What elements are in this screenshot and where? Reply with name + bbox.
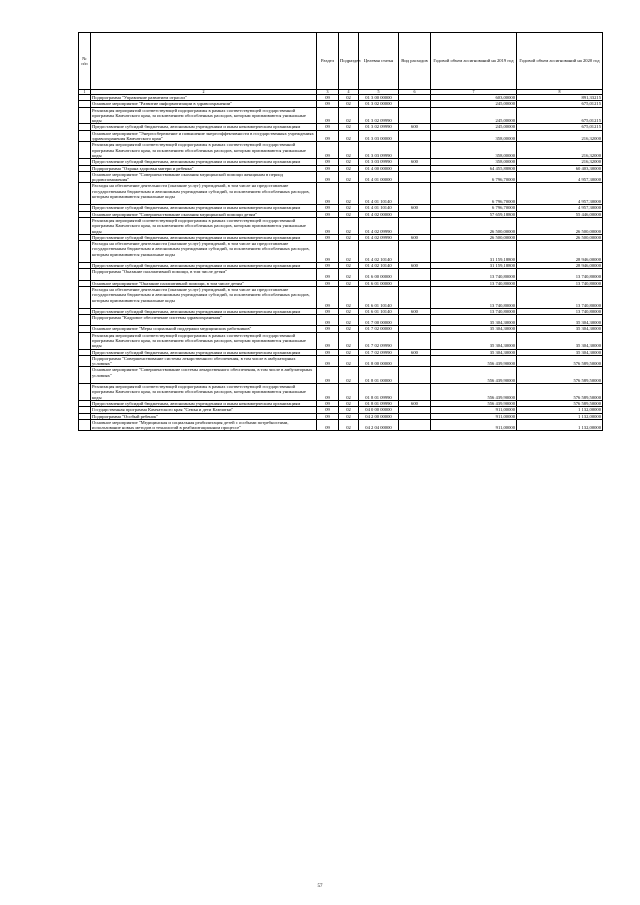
target-article-cell: 01 4 01 00000 (359, 171, 399, 183)
amount-2020-cell: 216,32000 (517, 130, 603, 142)
amount-2020-cell: 26 500,00000 (517, 217, 603, 234)
target-article-cell: 01 3 03 09990 (359, 159, 399, 165)
podrazdel-cell: 02 (339, 308, 359, 314)
podrazdel-cell: 02 (339, 241, 359, 263)
podrazdel-cell: 02 (339, 407, 359, 413)
amount-2020-cell: 35 304,30000 (517, 315, 603, 326)
row-name-cell: Основное мероприятие "Совершенствование оказания медицинской помощи женщинам в период родовспоможения" (91, 171, 317, 183)
row-name-cell: Реализация мероприятий соответствующей подпрограммы в рамках соответствующей государственной программы Камчатского края, за исключением обособленных расходов, которым присваиваются уникальные коды (91, 107, 317, 124)
row-name-cell: Подпрограмма "Совершенствование системы лекарственного обеспечения, в том числе в амбулаторных условиях" (91, 355, 317, 367)
expense-type-cell (399, 384, 431, 401)
podrazdel-cell: 02 (339, 286, 359, 308)
row-name-cell: Основное мероприятие "Медицинская и социальная реабилитация детей с особыми потребностями, использование новых методов и технологий в реабилитационном процессе" (91, 419, 317, 431)
header-expense-type: Вид расходов (399, 33, 431, 90)
razdel-cell: 09 (317, 355, 339, 367)
expense-type-cell (399, 142, 431, 159)
amount-2020-cell: 216,32000 (517, 159, 603, 165)
razdel-cell: 09 (317, 349, 339, 355)
podrazdel-cell: 02 (339, 400, 359, 406)
target-article-cell: 01 3 00 00000 (359, 95, 399, 101)
table-row (79, 315, 603, 326)
row-name-cell: Предоставление субсидий бюджетным, автономным учреждениям и иным некоммерческим организациям (91, 234, 317, 240)
row-name-cell: Предоставление субсидий бюджетным, автономным учреждениям и иным некоммерческим организациям (91, 205, 317, 211)
expense-type-cell: 600 (399, 159, 431, 165)
expense-type-cell (399, 130, 431, 142)
amount-2019-cell: 35 304,30000 (431, 349, 517, 355)
razdel-cell: 09 (317, 413, 339, 419)
razdel-cell: 09 (317, 280, 339, 286)
row-name-cell: Реализация мероприятий соответствующей подпрограммы в рамках соответствующей государственной программы Камчатского края, за исключением обособленных расходов, которым присваиваются уникальные коды (91, 384, 317, 401)
header-amount-2019: Годовой объем ассигнований на 2019 год (431, 33, 517, 90)
row-number-cell (79, 269, 91, 280)
amount-2019-cell: 26 500,00000 (431, 217, 517, 234)
table-row (79, 355, 603, 367)
header-name (91, 33, 317, 90)
column-number: 5 (359, 90, 399, 95)
amount-2019-cell: 358,00000 (431, 142, 517, 159)
podrazdel-cell: 02 (339, 413, 359, 419)
expense-type-cell: 600 (399, 308, 431, 314)
amount-2019-cell: 6 796,70000 (431, 171, 517, 183)
amount-2019-cell: 13 740,80000 (431, 286, 517, 308)
amount-2019-cell: 358,00000 (431, 159, 517, 165)
amount-2020-cell: 675,01215 (517, 107, 603, 124)
amount-2019-cell: 358,00000 (431, 130, 517, 142)
amount-2019-cell: 911,00000 (431, 413, 517, 419)
expense-type-cell: 600 (399, 263, 431, 269)
target-article-cell: 01 3 03 09990 (359, 142, 399, 159)
table-row (79, 183, 603, 205)
target-article-cell: 01 3 02 00000 (359, 101, 399, 107)
amount-2019-cell: 31 159,18800 (431, 263, 517, 269)
amount-2020-cell: 13 740,80000 (517, 280, 603, 286)
amount-2020-cell: 60 403,30000 (517, 165, 603, 171)
expense-type-cell (399, 332, 431, 349)
target-article-cell: 01 4 02 10140 (359, 263, 399, 269)
row-name-cell: Основное мероприятие "Совершенствование системы лекарственного обеспечения, в том числе в амбулаторных условиях" (91, 367, 317, 384)
target-article-cell: 01 8 01 00000 (359, 367, 399, 384)
amount-2019-cell: 556 439,90000 (431, 384, 517, 401)
target-article-cell: 01 7 02 00000 (359, 326, 399, 332)
amount-2019-cell: 603,00000 (431, 95, 517, 101)
podrazdel-cell: 02 (339, 183, 359, 205)
target-article-cell: 01 4 01 10140 (359, 205, 399, 211)
amount-2019-cell: 6 796,70000 (431, 183, 517, 205)
amount-2020-cell: 576 589,50000 (517, 400, 603, 406)
table-row (79, 217, 603, 234)
row-name-cell: Подпрограмма "Оказание паллиативной помощи, в том числе детям" (91, 269, 317, 280)
row-number-cell (79, 355, 91, 367)
podrazdel-cell: 02 (339, 130, 359, 142)
podrazdel-cell: 02 (339, 315, 359, 326)
row-name-cell: Предоставление субсидий бюджетным, автономным учреждениям и иным некоммерческим организациям (91, 263, 317, 269)
target-article-cell: 01 8 00 00000 (359, 355, 399, 367)
razdel-cell: 09 (317, 183, 339, 205)
row-name-cell: Основное мероприятие "Энергосбережение и повышение энергоэффективности в государственных учреждениях здравоохранения Камчатского края" (91, 130, 317, 142)
column-number: 7 (431, 90, 517, 95)
amount-2020-cell: 1 132,00000 (517, 419, 603, 431)
row-number-cell (79, 419, 91, 431)
table-row (79, 107, 603, 124)
target-article-cell: 01 4 02 09990 (359, 234, 399, 240)
target-article-cell: 01 8 01 09990 (359, 400, 399, 406)
budget-table (78, 32, 603, 431)
target-article-cell: 01 8 01 09990 (359, 384, 399, 401)
expense-type-cell (399, 107, 431, 124)
target-article-cell: 01 6 01 10140 (359, 308, 399, 314)
razdel-cell: 09 (317, 165, 339, 171)
amount-2020-cell: 26 500,00000 (517, 234, 603, 240)
razdel-cell: 09 (317, 419, 339, 431)
razdel-cell: 09 (317, 234, 339, 240)
amount-2020-cell: 675,01215 (517, 124, 603, 130)
target-article-cell: 04 0 00 00000 (359, 407, 399, 413)
row-number-cell (79, 367, 91, 384)
amount-2020-cell: 675,01215 (517, 101, 603, 107)
expense-type-cell (399, 183, 431, 205)
row-number-cell (79, 286, 91, 308)
amount-2019-cell: 6 796,70000 (431, 205, 517, 211)
amount-2019-cell: 35 304,30000 (431, 326, 517, 332)
row-number-cell (79, 130, 91, 142)
amount-2019-cell: 57 659,18800 (431, 211, 517, 217)
expense-type-cell (399, 171, 431, 183)
row-name-cell: Предоставление субсидий бюджетным, автономным учреждениям и иным некоммерческим организациям (91, 349, 317, 355)
amount-2020-cell: 35 304,30000 (517, 332, 603, 349)
amount-2019-cell: 911,00000 (431, 419, 517, 431)
row-number-cell (79, 315, 91, 326)
row-name-cell: Расходы на обеспечение деятельности (оказание услуг) учреждений, в том числе на предоставление государственным бюджетным и автономным учреждениям субсидий, за исключением обособленных расходов, которым присваиваются уникальные коды (91, 241, 317, 263)
amount-2019-cell: 31 159,18800 (431, 241, 517, 263)
podrazdel-cell: 02 (339, 263, 359, 269)
podrazdel-cell: 02 (339, 419, 359, 431)
row-name-cell: Подпрограмма "Управление развитием отрасли" (91, 95, 317, 101)
podrazdel-cell: 02 (339, 269, 359, 280)
row-name-cell: Предоставление субсидий бюджетным, автономным учреждениям и иным некоммерческим организациям (91, 124, 317, 130)
target-article-cell: 01 7 02 09990 (359, 349, 399, 355)
amount-2020-cell: 4 957,30000 (517, 171, 603, 183)
expense-type-cell (399, 286, 431, 308)
podrazdel-cell: 02 (339, 159, 359, 165)
razdel-cell: 09 (317, 171, 339, 183)
row-name-cell: Подпрограмма "Особый ребенок" (91, 413, 317, 419)
amount-2019-cell: 556 439,90000 (431, 400, 517, 406)
razdel-cell: 09 (317, 315, 339, 326)
target-article-cell: 04 2 00 00000 (359, 413, 399, 419)
razdel-cell: 09 (317, 124, 339, 130)
header-podrazdel: Подраздел (339, 33, 359, 90)
expense-type-cell (399, 217, 431, 234)
column-number: 3 (317, 90, 339, 95)
row-number-cell (79, 332, 91, 349)
target-article-cell: 01 7 02 09990 (359, 332, 399, 349)
amount-2019-cell: 35 304,30000 (431, 315, 517, 326)
column-number: 2 (91, 90, 317, 95)
razdel-cell: 09 (317, 107, 339, 124)
podrazdel-cell: 02 (339, 165, 359, 171)
table-row (79, 419, 603, 431)
target-article-cell: 01 4 00 00000 (359, 165, 399, 171)
podrazdel-cell: 02 (339, 367, 359, 384)
podrazdel-cell: 02 (339, 332, 359, 349)
row-name-cell: Подпрограмма "Охрана здоровья матери и ребенка" (91, 165, 317, 171)
razdel-cell: 09 (317, 159, 339, 165)
razdel-cell: 09 (317, 130, 339, 142)
table-row (79, 171, 603, 183)
podrazdel-cell: 02 (339, 211, 359, 217)
table-row (79, 130, 603, 142)
target-article-cell: 01 3 02 09990 (359, 124, 399, 130)
razdel-cell: 09 (317, 384, 339, 401)
amount-2019-cell: 556 439,90000 (431, 355, 517, 367)
page-number: 57 (317, 884, 323, 889)
amount-2019-cell: 13 740,80000 (431, 280, 517, 286)
razdel-cell: 09 (317, 326, 339, 332)
row-number-cell (79, 142, 91, 159)
amount-2020-cell: 1 132,00000 (517, 407, 603, 413)
podrazdel-cell: 02 (339, 101, 359, 107)
amount-2020-cell: 28 946,00000 (517, 241, 603, 263)
column-number: 8 (517, 90, 603, 95)
target-article-cell: 01 4 02 00000 (359, 211, 399, 217)
header-num: № п/п (79, 33, 91, 90)
column-number: 4 (339, 90, 359, 95)
target-article-cell: 01 4 02 09990 (359, 217, 399, 234)
amount-2020-cell: 35 304,30000 (517, 349, 603, 355)
row-name-cell: Основное мероприятие "Развитие информатизации в здравоохранении" (91, 101, 317, 107)
table-body (79, 95, 603, 431)
row-number-cell (79, 217, 91, 234)
amount-2020-cell: 576 589,50000 (517, 367, 603, 384)
table-row (79, 286, 603, 308)
podrazdel-cell: 02 (339, 205, 359, 211)
razdel-cell: 09 (317, 367, 339, 384)
razdel-cell: 09 (317, 101, 339, 107)
razdel-cell: 09 (317, 217, 339, 234)
row-name-cell: Подпрограмма "Кадровое обеспечение системы здравоохранения" (91, 315, 317, 326)
row-name-cell: Государственная программа Камчатского края "Семья и дети Камчатки" (91, 407, 317, 413)
amount-2019-cell: 13 740,80000 (431, 308, 517, 314)
row-name-cell: Предоставление субсидий бюджетным, автономным учреждениям и иным некоммерческим организациям (91, 400, 317, 406)
target-article-cell: 04 2 04 00000 (359, 419, 399, 431)
amount-2020-cell: 216,32000 (517, 142, 603, 159)
podrazdel-cell: 02 (339, 280, 359, 286)
row-number-cell (79, 171, 91, 183)
podrazdel-cell: 02 (339, 142, 359, 159)
column-number: 1 (79, 90, 91, 95)
target-article-cell: 01 3 02 09990 (359, 107, 399, 124)
amount-2020-cell: 55 446,00000 (517, 211, 603, 217)
target-article-cell: 01 4 01 10140 (359, 183, 399, 205)
podrazdel-cell: 02 (339, 171, 359, 183)
podrazdel-cell: 02 (339, 107, 359, 124)
podrazdel-cell: 02 (339, 384, 359, 401)
expense-type-cell (399, 419, 431, 431)
razdel-cell: 09 (317, 241, 339, 263)
row-number-cell (79, 241, 91, 263)
expense-type-cell: 600 (399, 234, 431, 240)
podrazdel-cell: 02 (339, 95, 359, 101)
amount-2020-cell: 35 304,30000 (517, 326, 603, 332)
target-article-cell: 01 6 00 00000 (359, 269, 399, 280)
razdel-cell: 09 (317, 407, 339, 413)
row-number-cell (79, 384, 91, 401)
amount-2019-cell: 35 304,30000 (431, 332, 517, 349)
target-article-cell: 01 6 01 10140 (359, 286, 399, 308)
row-name-cell: Предоставление субсидий бюджетным, автономным учреждениям и иным некоммерческим организациям (91, 308, 317, 314)
header-row (79, 33, 603, 90)
expense-type-cell (399, 269, 431, 280)
expense-type-cell (399, 355, 431, 367)
amount-2020-cell: 4 957,30000 (517, 205, 603, 211)
row-name-cell: Основное мероприятие "Меры социальной поддержки медицинских работников" (91, 326, 317, 332)
amount-2019-cell: 245,00000 (431, 101, 517, 107)
razdel-cell: 09 (317, 308, 339, 314)
amount-2020-cell: 28 946,00000 (517, 263, 603, 269)
expense-type-cell (399, 367, 431, 384)
razdel-cell: 09 (317, 332, 339, 349)
table-row (79, 367, 603, 384)
amount-2020-cell: 891,33215 (517, 95, 603, 101)
row-name-cell: Основное мероприятие "Совершенствование оказания медицинской помощи детям" (91, 211, 317, 217)
podrazdel-cell: 02 (339, 234, 359, 240)
amount-2020-cell: 1 132,00000 (517, 413, 603, 419)
podrazdel-cell: 02 (339, 349, 359, 355)
amount-2020-cell: 13 740,80000 (517, 269, 603, 280)
razdel-cell: 09 (317, 263, 339, 269)
amount-2019-cell: 26 500,00000 (431, 234, 517, 240)
table-row (79, 241, 603, 263)
table-row (79, 332, 603, 349)
amount-2019-cell: 245,00000 (431, 107, 517, 124)
target-article-cell: 01 4 02 10140 (359, 241, 399, 263)
expense-type-cell: 600 (399, 400, 431, 406)
column-number: 6 (399, 90, 431, 95)
podrazdel-cell: 02 (339, 355, 359, 367)
header-razdel: Раздел (317, 33, 339, 90)
row-name-cell: Предоставление субсидий бюджетным, автономным учреждениям и иным некоммерческим организациям (91, 159, 317, 165)
razdel-cell: 09 (317, 286, 339, 308)
expense-type-cell: 600 (399, 124, 431, 130)
podrazdel-cell: 02 (339, 124, 359, 130)
razdel-cell: 09 (317, 400, 339, 406)
amount-2020-cell: 576 589,50000 (517, 355, 603, 367)
row-name-cell: Реализация мероприятий соответствующей подпрограммы в рамках соответствующей государственной программы Камчатского края, за исключением обособленных расходов, которым присваиваются уникальные коды (91, 217, 317, 234)
expense-type-cell: 600 (399, 205, 431, 211)
amount-2019-cell: 64 455,88800 (431, 165, 517, 171)
podrazdel-cell: 02 (339, 326, 359, 332)
razdel-cell: 09 (317, 211, 339, 217)
row-number-cell (79, 183, 91, 205)
amount-2020-cell: 4 957,30000 (517, 183, 603, 205)
amount-2019-cell: 245,00000 (431, 124, 517, 130)
podrazdel-cell: 02 (339, 217, 359, 234)
razdel-cell: 09 (317, 205, 339, 211)
expense-type-cell: 600 (399, 349, 431, 355)
amount-2020-cell: 13 740,80000 (517, 286, 603, 308)
row-name-cell: Расходы на обеспечение деятельности (оказание услуг) учреждений, в том числе на предоставление государственным бюджетным и автономным учреждениям субсидий, за исключением обособленных расходов, которым присваиваются уникальные коды (91, 183, 317, 205)
expense-type-cell (399, 315, 431, 326)
target-article-cell: 01 3 03 00000 (359, 130, 399, 142)
table-row (79, 142, 603, 159)
expense-type-cell (399, 241, 431, 263)
amount-2019-cell: 13 740,80000 (431, 269, 517, 280)
amount-2020-cell: 576 589,50000 (517, 384, 603, 401)
header-amount-2020: Годовой объем ассигнований на 2020 год (517, 33, 603, 90)
header-target-article: Целевая статья (359, 33, 399, 90)
target-article-cell: 01 7 00 00000 (359, 315, 399, 326)
amount-2019-cell: 556 439,90000 (431, 367, 517, 384)
razdel-cell: 09 (317, 269, 339, 280)
row-number-cell (79, 107, 91, 124)
razdel-cell: 09 (317, 142, 339, 159)
target-article-cell: 01 6 01 00000 (359, 280, 399, 286)
row-name-cell: Реализация мероприятий соответствующей подпрограммы в рамках соответствующей государственной программы Камчатского края, за исключением обособленных расходов, которым присваиваются уникальные коды (91, 142, 317, 159)
row-name-cell: Реализация мероприятий соответствующей подпрограммы в рамках соответствующей государственной программы Камчатского края, за исключением обособленных расходов, которым присваиваются уникальные коды (91, 332, 317, 349)
table-row (79, 269, 603, 280)
amount-2020-cell: 13 740,80000 (517, 308, 603, 314)
row-name-cell: Расходы на обеспечение деятельности (оказание услуг) учреждений, в том числе на предоставление государственным бюджетным и автономным учреждениям субсидий, за исключением обособленных расходов, которым присваиваются уникальные коды (91, 286, 317, 308)
row-name-cell: Основное мероприятие "Оказание паллиативной помощи, в том числе детям" (91, 280, 317, 286)
razdel-cell: 09 (317, 95, 339, 101)
table-row (79, 384, 603, 401)
amount-2019-cell: 911,00000 (431, 407, 517, 413)
